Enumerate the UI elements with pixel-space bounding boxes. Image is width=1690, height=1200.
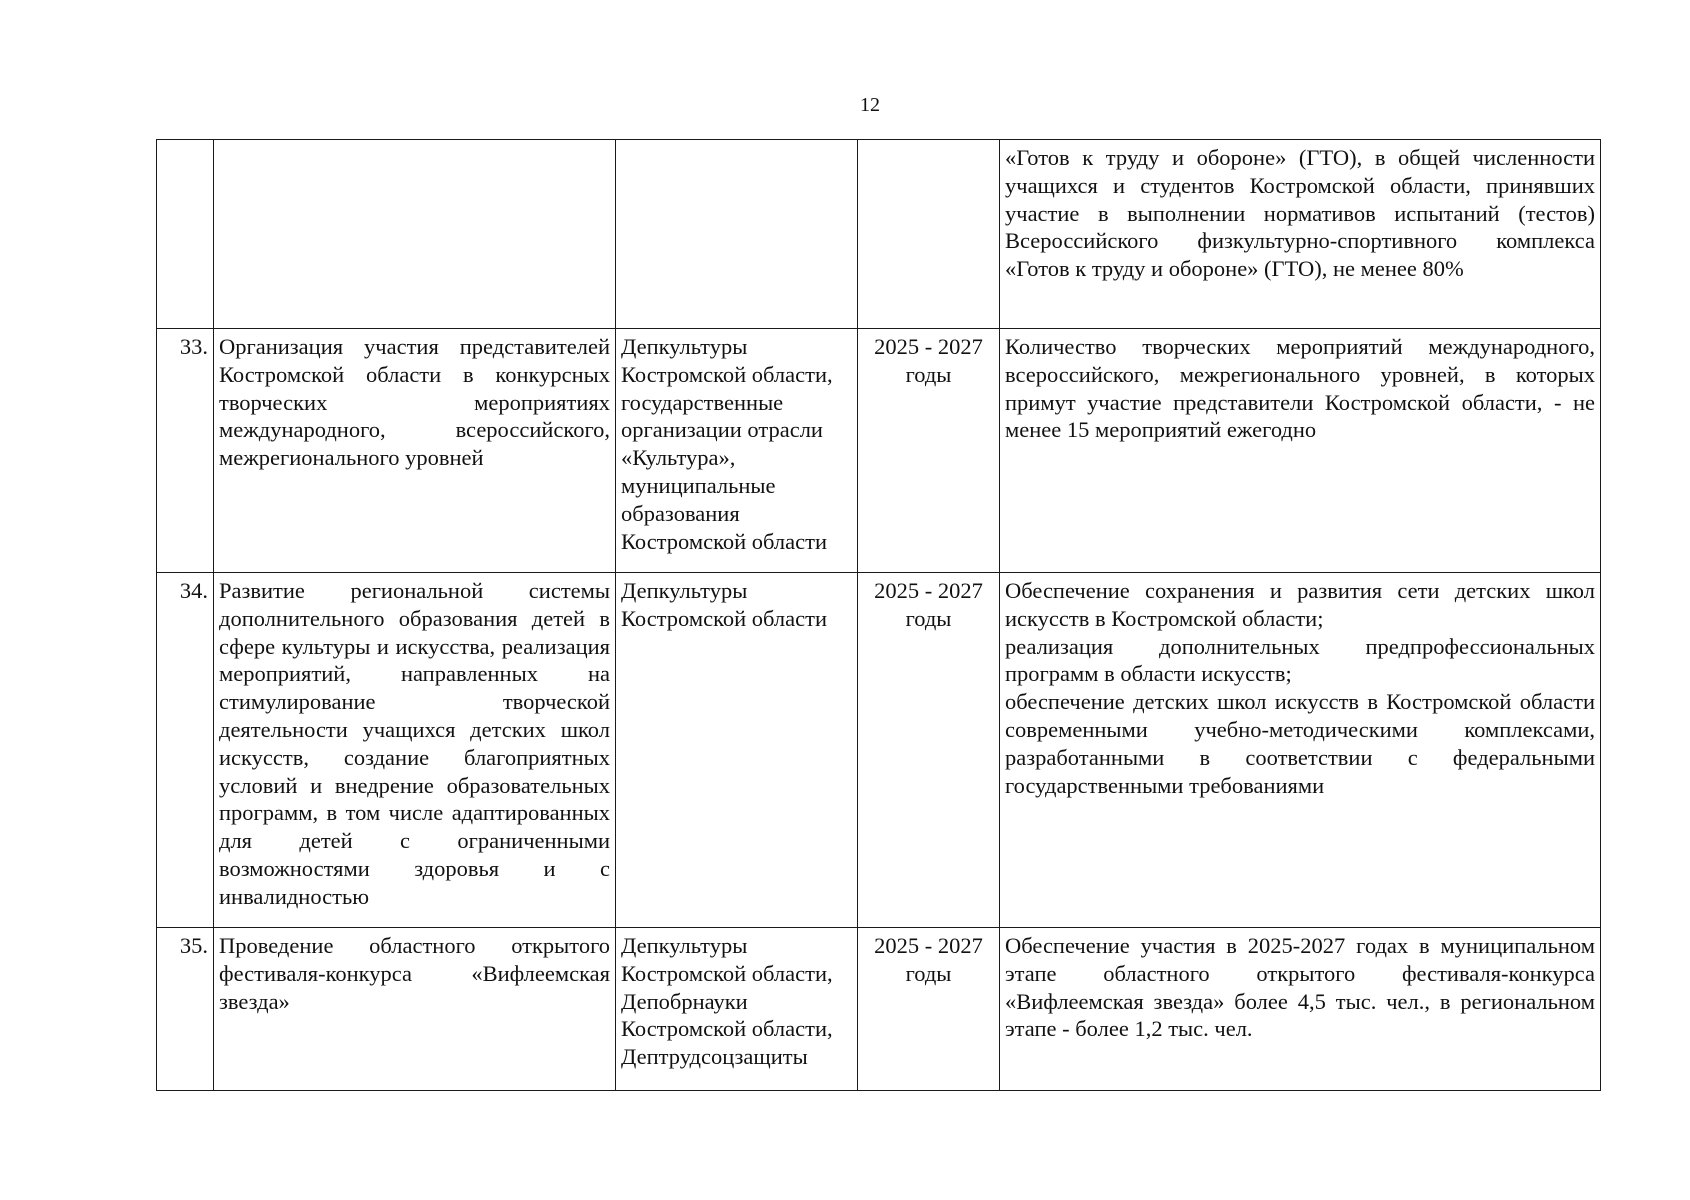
- executor-cell: Депкультуры Костромской области, государственные организации отрасли «Культура», муниципальные образования Костромской области: [616, 329, 858, 573]
- page-number: 12: [860, 94, 880, 116]
- result-line: обеспечение детских школ искусств в Костромской области современными учебно-методическими комплексами, разработанными в соответствии с федеральными государственными требованиями: [1005, 689, 1595, 798]
- row-number-cell: [157, 140, 214, 329]
- table-row-34: [157, 573, 1601, 928]
- executor-cell: [616, 928, 858, 1091]
- event-cell: Развитие региональной системы дополнительного образования детей в сфере культуры и искусства, реализация мероприятий, направленных на стимулирование творческой деятельности учащихся детских школ искусств, создание благоприятных условий и внедрение образовательных программ, в том числе адаптированных для детей с ограниченными возможностями здоровья и с инвалидностью: [214, 573, 616, 928]
- event-cell: Проведение областного открытого фестиваля-конкурса «Вифлеемская звезда»: [214, 928, 616, 1091]
- term-cell: 2025 - 2027 годы: [858, 329, 1000, 573]
- executor-line: Дептрудсоцзащиты: [621, 1044, 808, 1070]
- term-cell: 2025 - 2027 годы: [858, 928, 1000, 1091]
- result-line: Обеспечение сохранения и развития сети детских школ искусств в Костромской области;: [1005, 578, 1595, 631]
- result-cell: Обеспечение участия в 2025-2027 годах в муниципальном этапе областного открытого фестиваля-конкурса «Вифлеемская звезда» более 4,5 тыс. чел., в региональном этапе - более 1,2 тыс. чел.: [1000, 928, 1601, 1091]
- term-cell: [858, 140, 1000, 329]
- term-cell: 2025 - 2027 годы: [858, 573, 1000, 928]
- row-number-cell: 33.: [157, 329, 214, 573]
- row-number-cell: 35.: [157, 928, 214, 1091]
- event-cell: [214, 140, 616, 329]
- executor-line: Депкультуры Костромской области,: [621, 933, 833, 986]
- result-line: реализация дополнительных предпрофессиональных программ в области искусств;: [1005, 633, 1595, 687]
- result-cell: «Готов к труду и обороне» (ГТО), в общей численности учащихся и студентов Костромской области, принявших участие в выполнении нормативов испытаний (тестов) Всероссийского физкультурно-спортивного комплекса «Готов к труду и обороне» (ГТО), не менее 80%: [1000, 140, 1601, 329]
- result-cell: [1000, 573, 1601, 928]
- executor-cell: Депкультуры Костромской области: [616, 573, 858, 928]
- table-row-35: [157, 928, 1601, 1091]
- executor-cell: [616, 140, 858, 329]
- row-number-cell: 34.: [157, 573, 214, 928]
- result-cell: Количество творческих мероприятий международного, всероссийского, межрегионального уровней, в которых примут участие представители Костромской области, - не менее 15 мероприятий ежегодно: [1000, 329, 1601, 573]
- table-row-continuation: [157, 140, 1601, 329]
- measures-table: [156, 139, 1601, 1091]
- event-cell: Организация участия представителей Костромской области в конкурсных творческих мероприятиях международного, всероссийского, межрегионального уровней: [214, 329, 616, 573]
- executor-line: Депобрнауки Костромской области,: [621, 988, 833, 1042]
- table-row-33: [157, 329, 1601, 573]
